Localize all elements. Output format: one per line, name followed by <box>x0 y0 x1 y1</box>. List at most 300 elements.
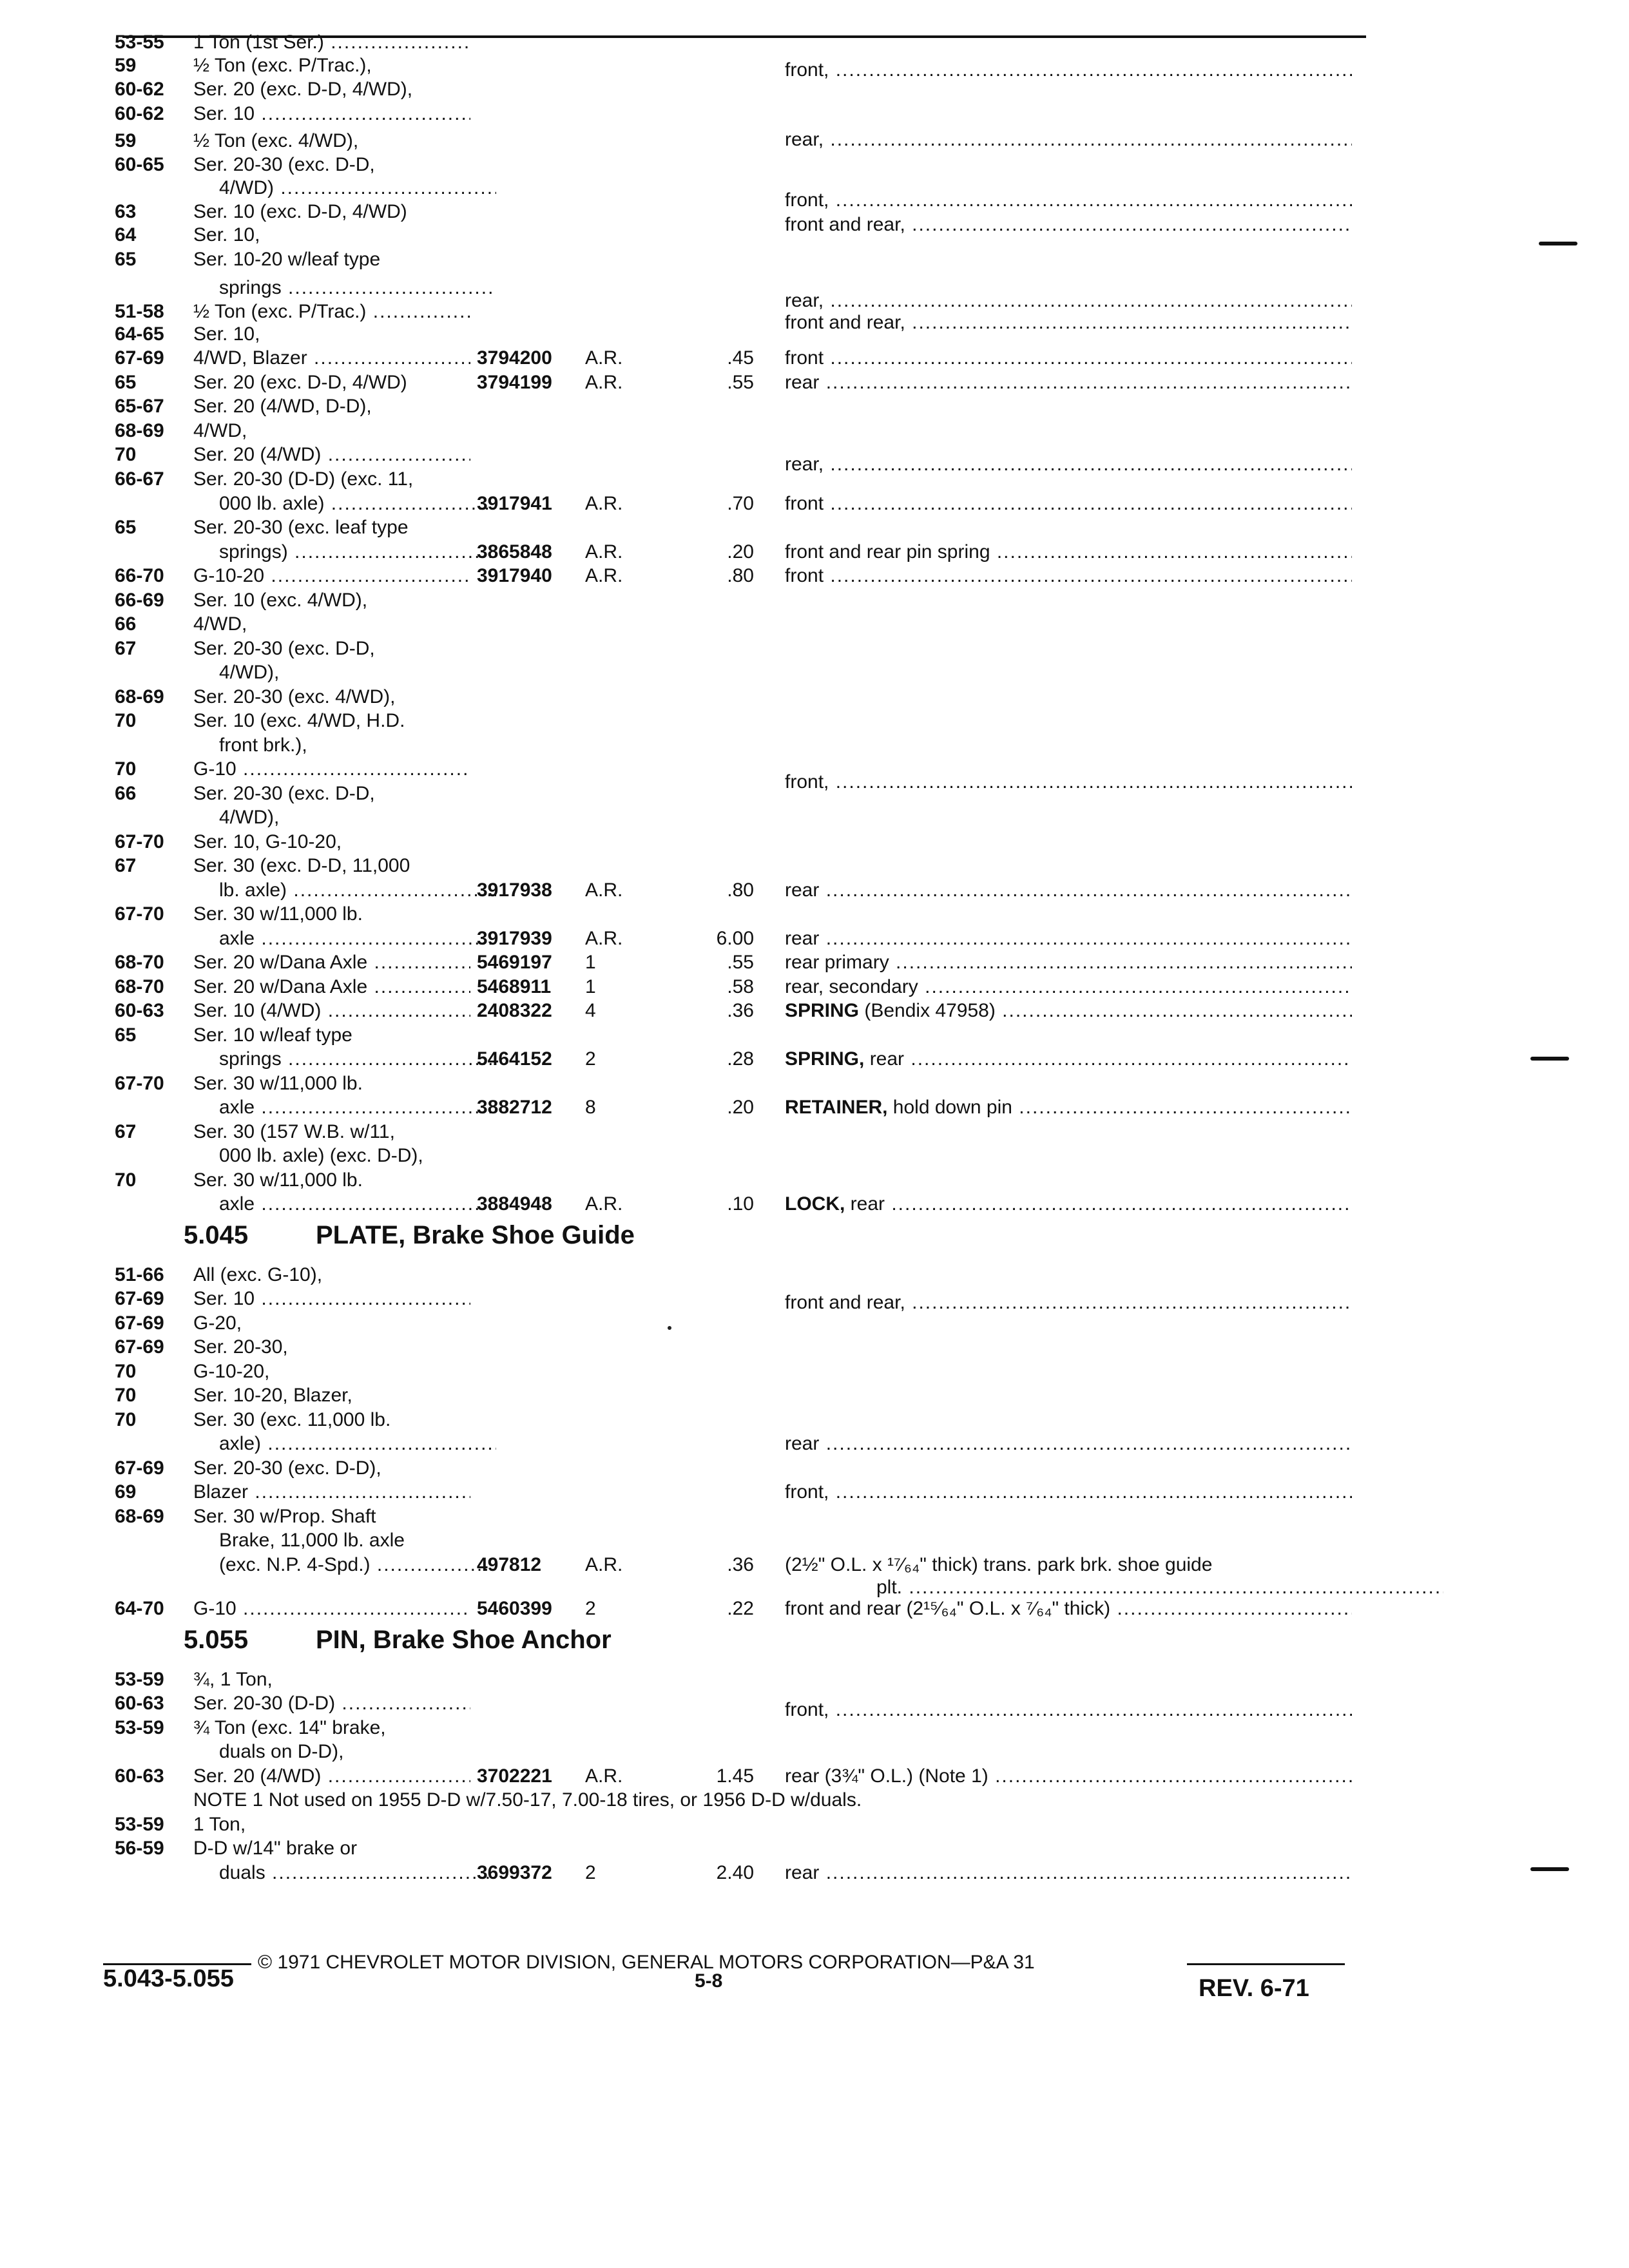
price: .80 <box>727 879 754 901</box>
part-number: 5469197 <box>477 952 552 973</box>
table-row <box>0 346 1629 370</box>
table-row <box>0 975 1629 999</box>
year-range: 67-69 <box>115 1288 164 1309</box>
quantity: A.R. <box>585 1193 623 1215</box>
application-description: 4/WD) ..... <box>219 176 496 200</box>
application-description: ½ Ton (exc. 4/WD), <box>193 130 359 151</box>
table-row <box>0 564 1629 588</box>
price: .22 <box>727 1598 754 1619</box>
year-range: 65 <box>115 1024 137 1046</box>
application-description: 4/WD, <box>193 613 247 635</box>
application-description: Ser. 30 w/Prop. Shaft <box>193 1506 376 1527</box>
part-name-heading: LOCK, <box>785 1193 845 1215</box>
application-description: Ser. 20-30 (exc. D-D, <box>193 154 375 175</box>
table-row <box>0 394 1629 418</box>
part-name-text: front, <box>785 1481 829 1503</box>
price: 2.40 <box>716 1862 754 1883</box>
table-row <box>0 1575 1629 1599</box>
year-range: 65 <box>115 517 137 538</box>
table-row <box>0 1456 1629 1480</box>
table-row <box>0 950 1629 974</box>
table-row <box>0 370 1629 394</box>
year-range: 66-67 <box>115 468 164 490</box>
year-range: 67-70 <box>115 831 164 852</box>
application-description: lb. axle) ..... <box>219 878 496 902</box>
part-name <box>785 999 1352 1023</box>
application-description: Ser. 10-20 w/leaf type <box>193 249 381 270</box>
application-description: (exc. N.P. 4-Spd.) ..... <box>219 1553 496 1577</box>
year-range: 59 <box>115 130 137 151</box>
application-description: 4/WD, Blazer ..... <box>193 346 470 370</box>
table-row <box>0 77 1629 101</box>
application-description: 4/WD), <box>219 807 280 828</box>
application-description: ¾ Ton (exc. 14" brake, <box>193 1717 386 1738</box>
part-name <box>785 492 1352 515</box>
part-name <box>785 950 1352 974</box>
table-row <box>0 53 1629 77</box>
application-description: Ser. 20-30 (exc. D-D, <box>193 638 375 659</box>
part-name <box>785 540 1352 564</box>
year-range: 70 <box>115 1385 137 1406</box>
year-range: 53-55 <box>115 32 164 53</box>
application-description: Blazer ..... <box>193 1480 470 1504</box>
part-number: 5468911 <box>477 976 552 997</box>
table-row <box>0 322 1629 346</box>
quantity: 4 <box>585 1000 596 1021</box>
part-name-text: front and rear pin spring <box>785 541 990 562</box>
footer-page-number: 5-8 <box>695 1970 723 1992</box>
quantity: 1 <box>585 976 596 997</box>
section-title: PIN, Brake Shoe Anchor <box>316 1626 612 1654</box>
application-description: Ser. 30 (exc. 11,000 lb. <box>193 1409 391 1430</box>
quantity: 8 <box>585 1097 596 1118</box>
year-range: 60-63 <box>115 1765 164 1787</box>
price: .28 <box>727 1048 754 1070</box>
footer-revision: REV. 6-71 <box>1199 1975 1309 2002</box>
year-range: 60-63 <box>115 1000 164 1021</box>
part-name-text: rear <box>785 1433 820 1454</box>
application-description: Ser. 20-30, <box>193 1336 288 1358</box>
quantity: A.R. <box>585 493 623 514</box>
table-row <box>0 30 1629 54</box>
application-description: Ser. 10 (exc. 4/WD, H.D. <box>193 710 405 731</box>
table-row <box>0 1504 1629 1528</box>
year-range: 68-69 <box>115 1506 164 1527</box>
table-row <box>0 492 1629 515</box>
application-description: 4/WD), <box>219 662 280 683</box>
part-number: 3865848 <box>477 541 552 562</box>
part-name-text: rear, <box>785 454 824 475</box>
table-row <box>0 102 1629 126</box>
binding-mark <box>1530 1867 1569 1871</box>
price: .36 <box>727 1554 754 1575</box>
footer-copyright: © 1971 CHEVROLET MOTOR DIVISION, GENERAL MOTORS CORPORATION—P&A 31 <box>258 1952 1035 1973</box>
table-row <box>0 830 1629 854</box>
section-heading <box>0 1220 1629 1251</box>
year-range: 70 <box>115 758 137 780</box>
table-row <box>0 1311 1629 1335</box>
table-row <box>0 902 1629 926</box>
price: 1.45 <box>716 1765 754 1787</box>
price: .36 <box>727 1000 754 1021</box>
application-description: Ser. 20-30 (exc. 4/WD), <box>193 686 396 707</box>
table-row <box>0 927 1629 950</box>
application-description: 000 lb. axle) (exc. D-D), <box>219 1145 423 1166</box>
table-row <box>0 878 1629 902</box>
table-row <box>0 588 1629 612</box>
year-range: 68-69 <box>115 420 164 441</box>
application-description: Ser. 20-30 (exc. D-D), <box>193 1457 381 1479</box>
note-text: NOTE 1 Not used on 1955 D-D w/7.50-17, 7.00-18 tires, or 1956 D-D w/duals. <box>193 1789 862 1811</box>
part-name-text: rear <box>785 879 820 901</box>
table-row <box>0 1408 1629 1432</box>
year-range: 66 <box>115 783 137 804</box>
table-row <box>0 709 1629 733</box>
application-description: Ser. 10 (exc. 4/WD), <box>193 590 368 611</box>
application-description: Ser. 20-30 (exc. D-D, <box>193 783 375 804</box>
part-number: 3794199 <box>477 372 552 393</box>
table-row <box>0 660 1629 684</box>
part-number: 3882712 <box>477 1097 552 1118</box>
binding-mark <box>1530 1057 1569 1061</box>
table-row <box>0 1480 1629 1504</box>
part-name-text: front and rear, <box>785 214 905 235</box>
application-description: ½ Ton (exc. P/Trac.) ..... <box>193 300 470 323</box>
table-row <box>0 637 1629 660</box>
application-description: G-10 ..... <box>193 757 470 781</box>
application-description: G-10-20, <box>193 1361 270 1382</box>
table-row <box>0 805 1629 829</box>
application-description: Ser. 10, G-10-20, <box>193 831 342 852</box>
table-row <box>0 1095 1629 1119</box>
quantity: A.R. <box>585 541 623 562</box>
table-row <box>0 1192 1629 1216</box>
application-description: Ser. 10, <box>193 224 260 245</box>
table-row <box>0 1120 1629 1144</box>
application-description: 1 Ton, <box>193 1814 246 1835</box>
application-description: Ser. 20 w/Dana Axle ..... <box>193 950 470 974</box>
part-name-heading: RETAINER, <box>785 1097 888 1118</box>
quantity: A.R. <box>585 928 623 949</box>
application-description: Ser. 20 (4/WD) ..... <box>193 1764 470 1788</box>
part-number: 5464152 <box>477 1048 552 1070</box>
quantity: A.R. <box>585 1765 623 1787</box>
part-name <box>785 878 1352 902</box>
application-description: ¾, 1 Ton, <box>193 1669 273 1690</box>
price: .58 <box>727 976 754 997</box>
table-row <box>0 1432 1629 1456</box>
price: .80 <box>727 565 754 586</box>
application-description: D-D w/14" brake or <box>193 1838 358 1859</box>
year-range: 67-69 <box>115 1457 164 1479</box>
table-row <box>0 782 1629 805</box>
price: .20 <box>727 541 754 562</box>
year-range: 53-59 <box>115 1814 164 1835</box>
part-name-text: front <box>785 493 824 514</box>
application-description: duals ..... <box>219 1861 496 1885</box>
part-name-text: hold down pin <box>887 1097 1012 1118</box>
table-row <box>0 515 1629 539</box>
part-name-text: plt. <box>876 1577 903 1598</box>
application-description: Ser. 30 (157 W.B. w/11, <box>193 1121 395 1142</box>
part-name-text: front <box>785 347 824 369</box>
part-number: 3917940 <box>477 565 552 586</box>
table-row <box>0 1667 1629 1691</box>
quantity: A.R. <box>585 879 623 901</box>
year-range: 67-69 <box>115 1336 164 1358</box>
year-range: 69 <box>115 1481 137 1503</box>
application-description: 1 Ton (1st Ser.) ..... <box>193 30 470 54</box>
application-description: axle ..... <box>219 1192 496 1216</box>
application-description: Ser. 10-20, Blazer, <box>193 1385 352 1406</box>
price: .70 <box>727 493 754 514</box>
application-description: G-20, <box>193 1312 242 1334</box>
table-row <box>0 1335 1629 1359</box>
table-row <box>0 467 1629 491</box>
part-name <box>785 1192 1352 1216</box>
table-row <box>0 999 1629 1023</box>
part-name-heading: SPRING <box>785 1000 860 1021</box>
part-name-text: rear, <box>785 129 824 150</box>
part-name <box>785 1553 1352 1577</box>
year-range: 70 <box>115 1169 137 1191</box>
application-description: Ser. 30 w/11,000 lb. <box>193 1073 363 1094</box>
year-range: 67-69 <box>115 347 164 369</box>
application-description: axle) ..... <box>219 1432 496 1456</box>
year-range: 67-70 <box>115 1073 164 1094</box>
section-number: 5.055 <box>184 1626 249 1654</box>
section-title: PLATE, Brake Shoe Guide <box>316 1221 635 1249</box>
application-description: Ser. 10 w/leaf type <box>193 1024 352 1046</box>
quantity: 1 <box>585 952 596 973</box>
table-row <box>0 1812 1629 1836</box>
part-name-text: rear, secondary <box>785 976 918 997</box>
table-row <box>0 1072 1629 1095</box>
table-row <box>0 1047 1629 1071</box>
year-range: 60-62 <box>115 79 164 100</box>
quantity: A.R. <box>585 565 623 586</box>
quantity: A.R. <box>585 347 623 369</box>
year-range: 59 <box>115 55 137 76</box>
quantity: A.R. <box>585 1554 623 1575</box>
table-row <box>0 1861 1629 1885</box>
footer-section-range: 5.043-5.055 <box>103 1965 234 1992</box>
part-name <box>785 1764 1352 1788</box>
year-range: 66-70 <box>115 565 164 586</box>
application-description: Ser. 20 (exc. D-D, 4/WD) <box>193 372 407 393</box>
part-name <box>785 1432 1352 1456</box>
part-number: 3794200 <box>477 347 552 369</box>
application-description: Ser. 20-30 (D-D) ..... <box>193 1691 470 1715</box>
table-row <box>0 1360 1629 1383</box>
part-name-text: rear primary <box>785 952 889 973</box>
year-range: 60-62 <box>115 103 164 124</box>
year-range: 66 <box>115 613 137 635</box>
year-range: 60-63 <box>115 1693 164 1714</box>
application-description: G-10-20 ..... <box>193 564 470 588</box>
part-name-text: (2½" O.L. x ¹⁷⁄₆₄" thick) trans. park brk. shoe guide <box>785 1554 1213 1575</box>
part-name-text: rear <box>785 372 820 393</box>
application-description: axle ..... <box>219 1095 496 1119</box>
part-name <box>785 1861 1352 1885</box>
price: .55 <box>727 952 754 973</box>
year-range: 51-66 <box>115 1264 164 1285</box>
table-row <box>0 1553 1629 1577</box>
part-number: 497812 <box>477 1554 542 1575</box>
year-range: 53-59 <box>115 1717 164 1738</box>
price: .45 <box>727 347 754 369</box>
year-range: 63 <box>115 201 137 222</box>
section-heading <box>0 1624 1629 1655</box>
application-description: Ser. 20-30 (D-D) (exc. 11, <box>193 468 414 490</box>
application-description: Ser. 10 ..... <box>193 102 470 126</box>
part-name <box>785 1095 1352 1119</box>
year-range: 64 <box>115 224 137 245</box>
part-number: 3884948 <box>477 1193 552 1215</box>
part-name-text: front, <box>785 1699 829 1720</box>
part-name-text: rear, <box>785 290 824 311</box>
application-description: All (exc. G-10), <box>193 1264 323 1285</box>
part-name-text: front, <box>785 771 829 793</box>
application-description: springs ..... <box>219 1047 496 1071</box>
year-range: 68-70 <box>115 976 164 997</box>
part-name-text: rear <box>845 1193 885 1215</box>
part-name-text: rear <box>785 1862 820 1883</box>
table-row <box>0 1597 1629 1620</box>
application-description: Ser. 10 (exc. D-D, 4/WD) <box>193 201 407 222</box>
year-range: 70 <box>115 1361 137 1382</box>
year-range: 68-69 <box>115 686 164 707</box>
footer-rule-right <box>1187 1963 1345 1965</box>
part-name <box>785 564 1352 588</box>
part-name-text: front <box>785 565 824 586</box>
table-row <box>0 612 1629 636</box>
year-range: 66-69 <box>115 590 164 611</box>
application-description: axle ..... <box>219 927 496 950</box>
table-row <box>0 419 1629 443</box>
part-name-text: front and rear (2¹⁵⁄₆₄" O.L. x ⁷⁄₆₄" thick) <box>785 1598 1111 1619</box>
application-description: front brk.), <box>219 735 307 756</box>
application-description: Ser. 30 w/11,000 lb. <box>193 903 363 925</box>
quantity: A.R. <box>585 372 623 393</box>
application-description: Ser. 20 (4/WD) ..... <box>193 443 470 466</box>
part-name <box>785 975 1352 999</box>
application-description: Ser. 10 ..... <box>193 1287 470 1311</box>
table-row <box>0 1528 1629 1552</box>
quantity: 2 <box>585 1048 596 1070</box>
application-description: Ser. 10 (4/WD) ..... <box>193 999 470 1023</box>
print-speck <box>668 1326 671 1330</box>
table-row <box>0 153 1629 177</box>
part-name <box>876 1575 1443 1599</box>
application-description: Ser. 20 (4/WD, D-D), <box>193 396 372 417</box>
part-number: 3917941 <box>477 493 552 514</box>
part-number: 3699372 <box>477 1862 552 1883</box>
part-number: 5460399 <box>477 1598 552 1619</box>
table-row <box>0 1764 1629 1788</box>
application-description: ½ Ton (exc. P/Trac.), <box>193 55 372 76</box>
year-range: 68-70 <box>115 952 164 973</box>
table-row <box>0 1740 1629 1763</box>
year-range: 67-69 <box>115 1312 164 1334</box>
application-description: springs ..... <box>219 276 496 300</box>
year-range: 53-59 <box>115 1669 164 1690</box>
table-row <box>0 1023 1629 1047</box>
price: .20 <box>727 1097 754 1118</box>
table-row <box>0 247 1629 271</box>
application-description: Ser. 10, <box>193 323 260 345</box>
application-description: Ser. 20 (exc. D-D, 4/WD), <box>193 79 413 100</box>
table-row <box>0 1836 1629 1860</box>
table-row <box>0 1168 1629 1192</box>
part-name-text: front, <box>785 59 829 81</box>
table-row <box>0 733 1629 757</box>
price: .55 <box>727 372 754 393</box>
application-description: duals on D-D), <box>219 1741 344 1762</box>
year-range: 51-58 <box>115 301 164 322</box>
part-number: 2408322 <box>477 1000 552 1021</box>
table-row <box>0 1716 1629 1740</box>
part-name-text: rear (3¾" O.L.) (Note 1) <box>785 1765 988 1787</box>
application-description: Ser. 20-30 (exc. leaf type <box>193 517 409 538</box>
application-description: Ser. 20 w/Dana Axle ..... <box>193 975 470 999</box>
table-row <box>0 223 1629 247</box>
year-range: 60-65 <box>115 154 164 175</box>
part-name <box>785 927 1352 950</box>
part-name <box>785 346 1352 370</box>
part-name-text: rear <box>864 1048 905 1070</box>
application-description: Ser. 30 w/11,000 lb. <box>193 1169 363 1191</box>
table-row <box>0 685 1629 709</box>
table-row <box>0 1263 1629 1287</box>
year-range: 67 <box>115 855 137 876</box>
year-range: 67-70 <box>115 903 164 925</box>
price: .10 <box>727 1193 754 1215</box>
part-number: 3917938 <box>477 879 552 901</box>
table-row <box>0 1383 1629 1407</box>
application-description: springs) ..... <box>219 540 496 564</box>
year-range: 65-67 <box>115 396 164 417</box>
table-row <box>0 1144 1629 1168</box>
part-name-text: front, <box>785 189 829 211</box>
application-description: Brake, 11,000 lb. axle <box>219 1530 405 1551</box>
part-name-text: (Bendix 47958) <box>859 1000 996 1021</box>
year-range: 70 <box>115 1409 137 1430</box>
part-name <box>785 1047 1352 1071</box>
year-range: 65 <box>115 372 137 393</box>
price: 6.00 <box>716 928 754 949</box>
year-range: 56-59 <box>115 1838 164 1859</box>
part-number: 3917939 <box>477 928 552 949</box>
binding-mark <box>1539 242 1577 245</box>
part-name-text: front and rear, <box>785 1292 905 1313</box>
part-name <box>785 370 1352 394</box>
table-row <box>0 129 1629 153</box>
part-number: 3702221 <box>477 1765 552 1787</box>
application-description: Ser. 30 (exc. D-D, 11,000 <box>193 855 410 876</box>
year-range: 67 <box>115 1121 137 1142</box>
table-row <box>0 540 1629 564</box>
year-range: 70 <box>115 710 137 731</box>
year-range: 67 <box>115 638 137 659</box>
year-range: 65 <box>115 249 137 270</box>
year-range: 64-70 <box>115 1598 164 1619</box>
part-name-heading: SPRING, <box>785 1048 865 1070</box>
section-number: 5.045 <box>184 1221 249 1249</box>
application-description: G-10 ..... <box>193 1597 470 1620</box>
part-name-text: rear <box>785 928 820 949</box>
year-range: 70 <box>115 444 137 465</box>
